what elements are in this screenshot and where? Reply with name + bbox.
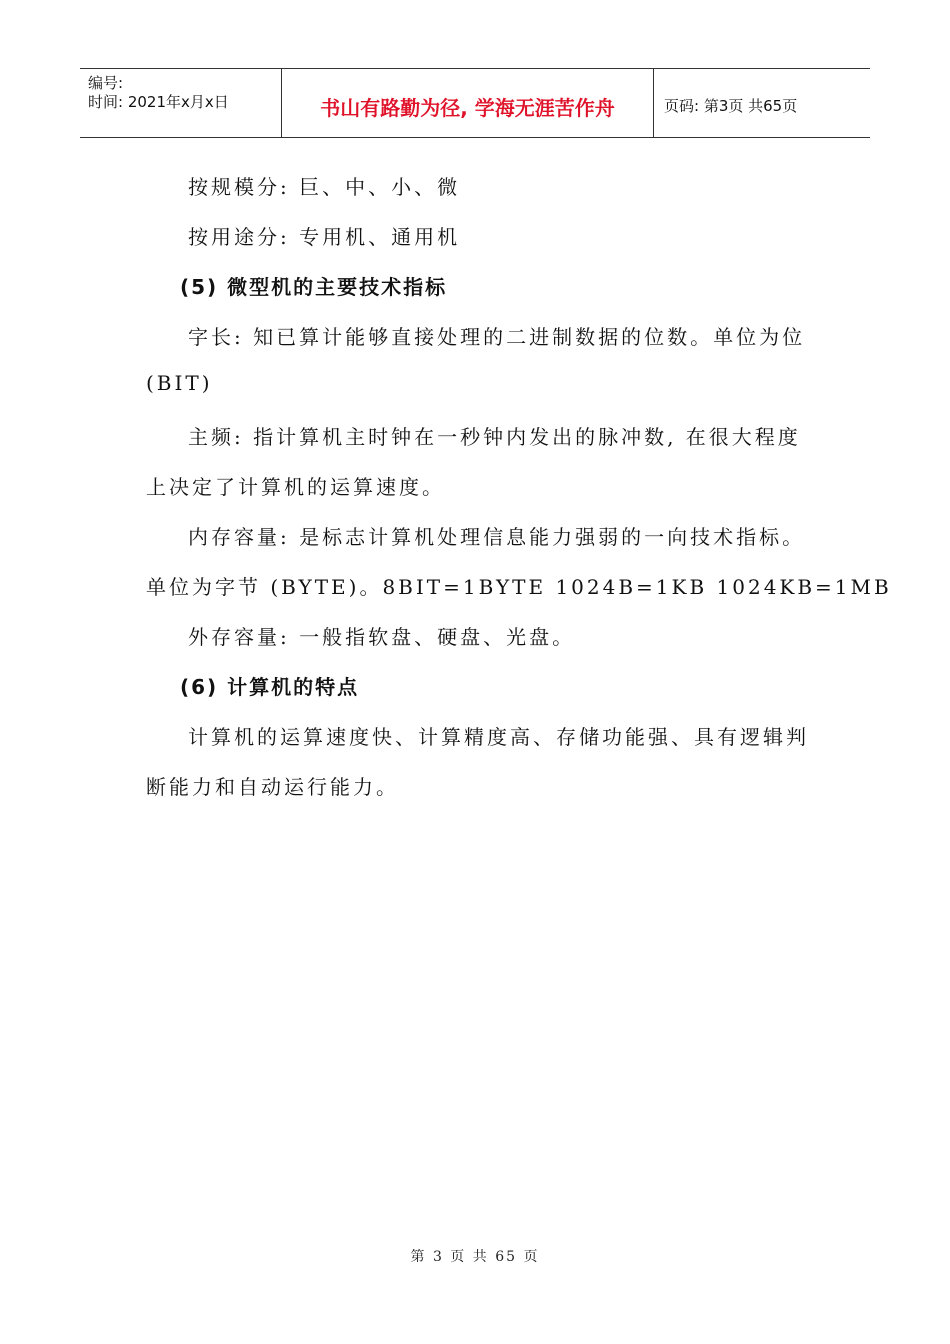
document-code-label: 编号: bbox=[88, 74, 124, 92]
text-line: 上决定了计算机的运算速度。 bbox=[146, 475, 445, 499]
text-line: 按规模分: 巨、中、小、微 bbox=[188, 175, 461, 199]
header-left-cell bbox=[80, 69, 282, 137]
header-right-cell bbox=[654, 69, 870, 137]
section-heading: (5) 微型机的主要技术指标 bbox=[180, 275, 448, 299]
header-table bbox=[80, 68, 870, 138]
header-middle-cell bbox=[282, 69, 654, 137]
text-line: 计算机的运算速度快、计算精度高、存储功能强、具有逻辑判 bbox=[188, 725, 809, 749]
text-line: 按用途分: 专用机、通用机 bbox=[188, 225, 461, 249]
text-line: (BIT) bbox=[146, 371, 213, 395]
text-line: 单位为字节 (BYTE)。8BIT=1BYTE 1024B=1KB 1024KB=1MB bbox=[146, 575, 892, 599]
text-line: 外存容量: 一般指软盘、硬盘、光盘。 bbox=[188, 625, 576, 649]
text-line: 字长: 知已算计能够直接处理的二进制数据的位数。单位为位 bbox=[188, 325, 806, 349]
text-line: 主频: 指计算机主时钟在一秒钟内发出的脉冲数, 在很大程度 bbox=[188, 425, 801, 449]
section-heading: (6) 计算机的特点 bbox=[180, 675, 360, 699]
document-date: 时间: 2021年x月x日 bbox=[88, 93, 229, 111]
header-page-info: 页码: 第3页 共65页 bbox=[664, 97, 798, 115]
page-footer: 第 3 页 共 65 页 bbox=[410, 1249, 540, 1265]
header-motto: 书山有路勤为径, 学海无涯苦作舟 bbox=[320, 96, 615, 120]
text-line: 断能力和自动运行能力。 bbox=[146, 775, 399, 799]
text-line: 内存容量: 是标志计算机处理信息能力强弱的一向技术指标。 bbox=[188, 525, 806, 549]
